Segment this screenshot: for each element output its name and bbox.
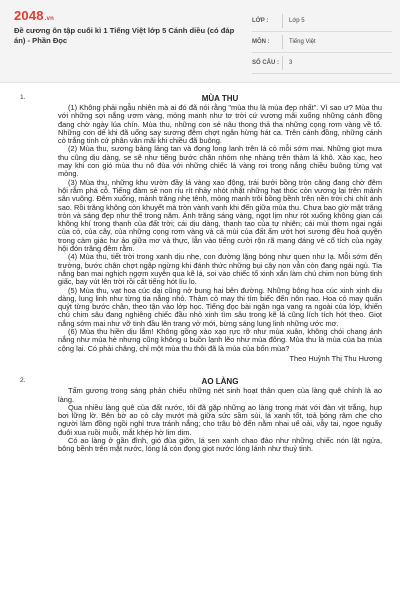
question-2 bbox=[0, 377, 400, 453]
paragraph: (5) Mùa thu, vạt hoa cúc dại cũng nở bung hai bên đường. Những bông hoa cúc xinh xinh dịu dàng, lung linh như từng tia nắng nhỏ. Thảm cỏ may thi tím biếc đến nôn nao. Hoa cỏ may quấn quýt từng bước chân, theo tận vào lớp học. Tiếng đọc bài ngân nga vang ra ngoài của lớp, khiến chú chim sâu đang nghiêng chiếc đầu nhỏ xinh tìm sâu trong kẽ lá cũng lích tích hót theo. Giọt nắng sớm mai như vỡ tinh đầu lên trang vở mới, bừng sáng lung linh những ước mơ. bbox=[58, 285, 382, 328]
question-number: 1. bbox=[20, 94, 26, 101]
paragraph: (3) Mùa thu, những khu vườn đầy lá vàng xao động, trái bưởi bồng tròn căng đang chờ đêm hội rằm phá cỗ. Tiếng đàm sẻ non ríu rít nhảy nhót nhặt những hạt thóc còn vương lại trên mảnh sân vuông. Đêm xuống, mảnh trăng nhẹ tênh, mỏng manh trôi bồng bềnh trên nền trời chi chít ánh sao. Rồi trăng không còn khuyết mà tròn vành vạnh khi đến giữa mùa thu. Chưa bao giờ mặt trăng tròn và sáng đẹp như thế trong năm. Ánh trăng sáng vàng, ngọt lịm như rót xuống không gian cái không khí trong thanh của đất trời; cái dịu dàng, thanh tao của tự nhiên; cái mùi thơm ngai ngái của cỏ, của cây, của những cọng rơm vàng và cả mùi của đất ẩm ướt hơi sương đều hoà quyện trong cảm giác hư ảo giữa mơ và thực, lẫn vào tiếng cười rộn rã mang dáng vẻ cổ tích của ngày hội đón trăng đêm rằm. bbox=[58, 177, 382, 254]
paragraph: Tấm gương trong sáng phản chiếu những nét sinh hoạt thân quen của làng quê chính là ao làng. bbox=[58, 386, 382, 404]
meta-row-grade bbox=[252, 11, 392, 32]
meta-value: Tiếng Việt bbox=[289, 39, 316, 45]
logo-suffix: .vn bbox=[44, 16, 55, 22]
paragraph: (2) Mùa thu, sương bảng lảng tan và đọng long lanh trên lá cỏ mỗi sớm mai. Những giọt mưa thu cũng dịu dàng, se sẽ như tiếng bước chân nhóm nhẹ nhàng trên thảm lá khô. Xào xạc, heo may khi con gió mùa thu nô đùa với những chiếc lá vàng rơi trong nắng chiều buông từng vạt mỏng. bbox=[58, 144, 382, 179]
meta-divider bbox=[282, 35, 283, 49]
reading-title: AO LÀNG bbox=[201, 377, 239, 387]
question-number: 2. bbox=[20, 377, 26, 385]
reading-title: MÙA THU bbox=[201, 94, 239, 103]
paragraph: (1) Không phải ngẫu nhiên mà ai đó đã nói rằng "mùa thu là mùa đẹp nhất". Vì sao ư? Mùa thu với những sợi nắng ươm vàng, mỏng manh như tơ trời cứ vương mãi xuống những cánh đồng đang chờ ngày lúa chín. Mùa thu, những con sẻ nâu thong thả tha những cọng rơm vàng về tổ. Những con dế khi đã uống say sương đêm chợt ngân hừng hát ca. Trên cánh đồng, những cánh cò trắng tinh cứ phân vân mãi khi chiều đã buông. bbox=[58, 103, 382, 146]
paragraph: Có ao làng ở gần đình, gió đùa giỡn, lá sen xanh chao đảo như những chiếc nón lật ngửa, bông bềnh trên mặt nước, lóng lá còn đọng giọt nước lóng lánh như thuỷ tinh. bbox=[58, 435, 382, 454]
question-body bbox=[58, 94, 382, 363]
meta-row-subject bbox=[252, 32, 392, 53]
meta-row-question-count bbox=[252, 53, 392, 74]
meta-info-panel bbox=[252, 11, 392, 74]
paragraph: Qua nhiều làng quê của đất nước, tôi đã gặp những ao làng trong mát với đàn vịt trắng, hụp bơi lững lờ. Bên bờ ao cỏ cây mướt mà giữa sức sầm sùi, lá xanh tốt, toả bóng râm che cho người làm đồng ngồi nghỉ trưa tránh nắng; cho trâu bò đến nằm nhai uể oải, vẫy tai, ngoe nguẩy đuôi xua ruồi muỗi, mắt khép hờ lim dim. bbox=[58, 402, 382, 437]
page-header bbox=[0, 0, 400, 83]
questions-content bbox=[0, 94, 400, 454]
meta-value: 3 bbox=[289, 60, 293, 66]
meta-divider bbox=[282, 14, 283, 28]
question-1 bbox=[0, 94, 400, 363]
site-logo[interactable] bbox=[14, 8, 54, 23]
paragraph: (6) Mùa thu hiền dịu lắm! Không gồng xào xạo rực rỡ như mùa xuân, không chói chang ánh nắng như mùa hè nhưng cũng không u buồn lạnh lẽo như mùa đông. Mùa thu là mùa của ba mùa cộng lại. Có phải chăng, chỉ một mùa thu thôi đã là mùa của bốn mùa? bbox=[58, 327, 382, 353]
meta-value: Lớp 5 bbox=[289, 18, 305, 24]
logo-text: 2048 bbox=[14, 8, 44, 23]
meta-label: MÔN : bbox=[252, 39, 270, 45]
meta-label: LỚP : bbox=[252, 18, 269, 24]
paragraph: (4) Mùa thu, tiết trời trong xanh dịu nhẹ, con đường lặng bóng như quen như lạ. Mỗi sớm đến trường, bước chân chợt ngập ngừng khi đánh thức những bụi cây non vẫn còn đang ngái ngủ. Tia nắng ban mai nghịch ngợm xuyên qua kẽ lá, soi vào chiếc tổ xinh xắn làm chú chim non bừng tỉnh giấc, bay vút lên trời rồi cất tiếng hót líu lo. bbox=[58, 252, 382, 287]
meta-label: SỐ CÂU : bbox=[252, 60, 279, 66]
document-title: Đề cương ôn tập cuối kì 1 Tiếng Việt lớp 5 Cánh diều (có đáp án) - Phần Đọc bbox=[14, 26, 235, 45]
meta-divider bbox=[282, 56, 283, 70]
author-credit: Theo Huỳnh Thị Thu Hương bbox=[289, 353, 382, 363]
question-body bbox=[58, 377, 382, 453]
